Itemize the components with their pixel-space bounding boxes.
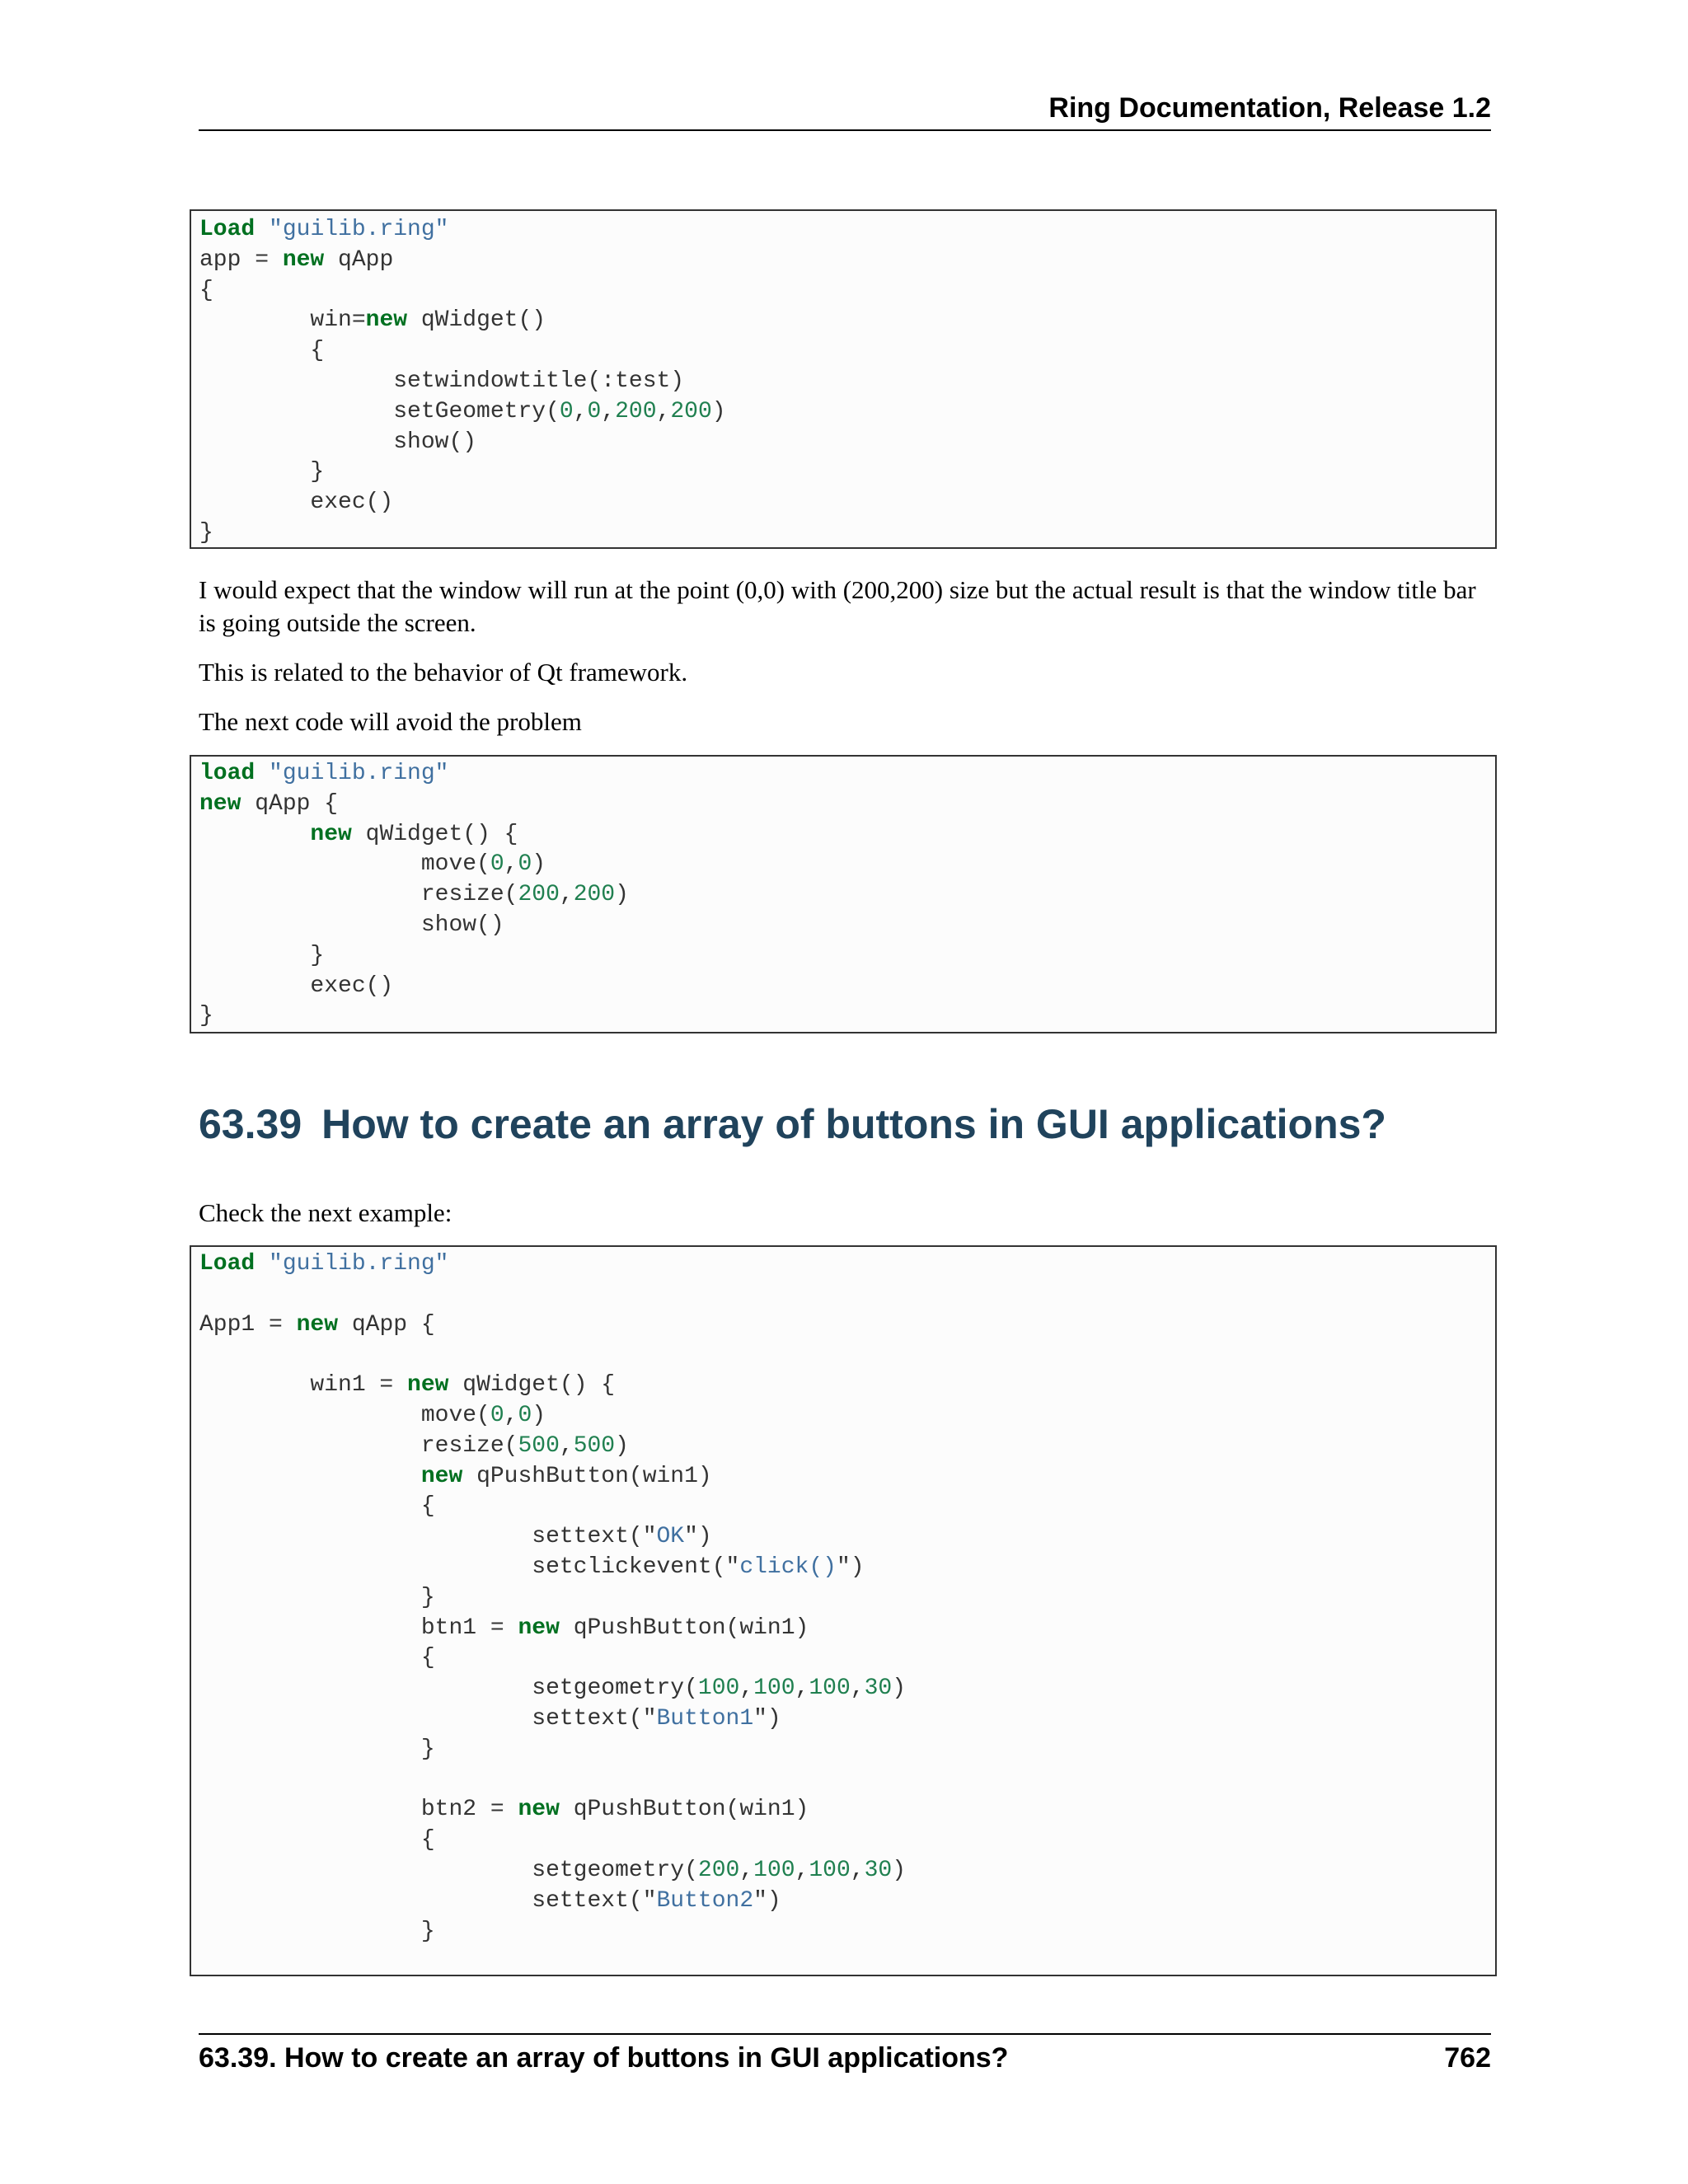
running-header-title: Ring Documentation, Release 1.2 [1048, 92, 1491, 124]
code-text: } [199, 1584, 435, 1610]
code-line [199, 1886, 1495, 1917]
code-line [199, 1735, 1495, 1765]
code-text: exec() [199, 972, 394, 999]
code-line [199, 1704, 1495, 1735]
code-text: move( [199, 1402, 490, 1428]
paragraph-expectation: I would expect that the window will run at the point (0,0) with (200,200) size but the actual result is that the window title bar is going outside the screen. [199, 575, 1476, 637]
code-text: } [199, 1918, 435, 1944]
code-text: , [739, 1675, 754, 1702]
code-number: 200 [697, 1857, 740, 1883]
code-keyword: new [199, 790, 241, 817]
code-text: } [199, 942, 325, 968]
code-text: , [850, 1857, 865, 1883]
code-string: OK [656, 1524, 685, 1550]
code-string: "guilib.ring" [269, 1251, 449, 1277]
code-string: "guilib.ring" [269, 217, 449, 242]
code-line [199, 1765, 1495, 1796]
code-text: btn1 = [199, 1615, 518, 1641]
code-block-2 [190, 755, 1497, 1033]
code-text: move( [199, 851, 490, 878]
code-text: ) [532, 851, 546, 878]
code-text: ) [615, 1432, 629, 1459]
code-text: { [199, 1493, 435, 1520]
footer-rule [199, 2033, 1491, 2035]
code-line [199, 941, 1495, 972]
code-line [199, 1583, 1495, 1614]
code-number: 200 [670, 398, 712, 424]
code-line [199, 1371, 1495, 1401]
code-text: setGeometry( [199, 398, 560, 424]
section-heading [199, 1100, 1386, 1148]
code-number: 100 [697, 1675, 740, 1702]
code-line [199, 1856, 1495, 1886]
code-listing-2 [199, 759, 1495, 1032]
code-line [199, 911, 1495, 941]
code-text: ") [753, 1705, 781, 1732]
code-text: settext(" [199, 1705, 657, 1732]
code-text: { [199, 1827, 435, 1854]
page-number: 762 [1444, 2042, 1491, 2074]
code-keyword: Load [199, 1251, 256, 1277]
code-number: 200 [573, 882, 616, 908]
code-text: qWidget() { [448, 1372, 616, 1399]
code-text: , [559, 1432, 574, 1459]
code-text: , [573, 398, 588, 424]
code-line [199, 1795, 1495, 1825]
code-line [199, 880, 1495, 911]
code-text: btn2 = [199, 1797, 518, 1823]
code-keyword: load [199, 761, 256, 786]
code-line [199, 759, 1495, 790]
code-line [199, 276, 1495, 307]
code-line [199, 850, 1495, 880]
code-line [199, 428, 1495, 458]
code-line [199, 1462, 1495, 1493]
code-line [199, 457, 1495, 488]
code-line [199, 397, 1495, 428]
code-line [199, 1917, 1495, 1947]
code-text: ) [615, 882, 629, 908]
code-text: win= [199, 307, 366, 334]
code-text: App1 = [199, 1311, 297, 1338]
code-number: 100 [809, 1857, 851, 1883]
code-text: show() [199, 912, 504, 938]
code-keyword: new [518, 1615, 560, 1641]
code-line [199, 1643, 1495, 1674]
code-line [199, 1492, 1495, 1522]
code-line [199, 1340, 1495, 1371]
code-text: , [656, 398, 671, 424]
code-number: 30 [864, 1675, 893, 1702]
code-line [199, 1001, 1495, 1032]
code-line [199, 215, 1495, 246]
code-text [199, 1464, 421, 1489]
code-text: qApp [324, 246, 394, 273]
code-text: settext(" [199, 1887, 657, 1914]
code-line [199, 1401, 1495, 1432]
code-text: resize( [199, 882, 518, 908]
code-keyword: new [518, 1797, 560, 1823]
code-keyword: new [365, 307, 408, 334]
code-keyword: new [282, 246, 325, 273]
code-line [199, 336, 1495, 367]
footer-section-label: 63.39. How to create an array of buttons in GUI applications? [199, 2042, 1009, 2074]
code-text: qApp { [338, 1311, 435, 1338]
code-text: , [504, 1402, 518, 1428]
code-number: 0 [490, 1402, 504, 1428]
code-text: setgeometry( [199, 1675, 698, 1702]
code-number: 0 [490, 851, 504, 878]
code-text: ) [892, 1857, 907, 1883]
code-text: resize( [199, 1432, 518, 1459]
code-line [199, 1310, 1495, 1341]
code-text: , [795, 1675, 809, 1702]
code-number: 200 [615, 398, 657, 424]
paragraph-check-example: Check the next example: [199, 1198, 452, 1227]
code-text: ) [892, 1675, 907, 1702]
code-line [199, 1522, 1495, 1553]
code-number: 500 [518, 1432, 560, 1459]
code-line [199, 1553, 1495, 1583]
code-text: , [504, 851, 518, 878]
code-text: setclickevent(" [199, 1554, 740, 1580]
code-text [199, 822, 310, 847]
code-text: , [601, 398, 616, 424]
code-text: qWidget() { [351, 821, 518, 847]
code-text: ) [532, 1402, 546, 1428]
code-text: exec() [199, 490, 394, 516]
code-keyword: new [310, 821, 352, 847]
code-text: qPushButton(win1) [559, 1615, 809, 1641]
code-text: show() [199, 429, 477, 455]
code-text: , [795, 1857, 809, 1883]
code-line [199, 1674, 1495, 1704]
code-text: settext(" [199, 1524, 657, 1550]
code-number: 100 [809, 1675, 851, 1702]
code-listing-3 [199, 1249, 1495, 1947]
code-keyword: new [407, 1372, 449, 1399]
code-number: 200 [518, 882, 560, 908]
code-text: { [199, 277, 213, 303]
code-text: qPushButton(win1) [559, 1797, 809, 1823]
code-keyword: Load [199, 217, 256, 242]
code-line [199, 1825, 1495, 1856]
code-string: "guilib.ring" [269, 761, 449, 786]
code-text: , [739, 1857, 754, 1883]
code-line [199, 1614, 1495, 1644]
code-number: 100 [753, 1857, 795, 1883]
code-text: } [199, 1003, 213, 1029]
code-number: 0 [559, 398, 574, 424]
code-keyword: new [296, 1311, 339, 1338]
code-text: qWidget() [407, 307, 546, 334]
code-number: 0 [518, 851, 532, 878]
code-line [199, 306, 1495, 336]
code-block-1 [190, 209, 1497, 549]
section-number: 63.39 [199, 1101, 302, 1147]
code-text: ") [684, 1524, 712, 1550]
code-line [199, 246, 1495, 276]
code-text: } [199, 1736, 435, 1762]
code-line [199, 1432, 1495, 1462]
code-line [199, 518, 1495, 549]
code-text: ") [836, 1554, 865, 1580]
code-block-3 [190, 1245, 1497, 1976]
code-listing-1 [199, 215, 1495, 549]
code-string: Button2 [656, 1887, 754, 1914]
section-title-text: How to create an array of buttons in GUI applications? [321, 1101, 1386, 1147]
code-line [199, 790, 1495, 820]
code-text: ") [753, 1887, 781, 1914]
code-keyword: new [420, 1463, 463, 1489]
code-string: Button1 [656, 1705, 754, 1732]
code-text: , [559, 882, 574, 908]
code-text: setwindowtitle(:test) [199, 368, 685, 394]
code-number: 500 [573, 1432, 616, 1459]
code-text: setgeometry( [199, 1857, 698, 1883]
code-line [199, 820, 1495, 851]
header-rule [199, 129, 1491, 131]
code-line [199, 972, 1495, 1002]
code-text: win1 = [199, 1372, 408, 1399]
paragraph-next-code: The next code will avoid the problem [199, 707, 582, 736]
code-line [199, 1280, 1495, 1310]
code-text: { [199, 338, 325, 364]
code-text: { [199, 1645, 435, 1671]
code-text: app = [199, 246, 283, 273]
code-text: qPushButton(win1) [462, 1463, 712, 1489]
code-text [255, 761, 269, 786]
code-text [255, 1251, 269, 1277]
code-line [199, 367, 1495, 397]
code-text: } [199, 459, 325, 485]
code-text: } [199, 519, 213, 546]
code-text: , [850, 1675, 865, 1702]
code-text: ) [711, 398, 726, 424]
code-line [199, 488, 1495, 518]
code-number: 0 [518, 1402, 532, 1428]
code-string: click() [739, 1554, 837, 1580]
code-text: qApp { [241, 790, 339, 817]
code-text [255, 217, 269, 242]
code-number: 0 [587, 398, 602, 424]
code-number: 100 [753, 1675, 795, 1702]
code-number: 30 [864, 1857, 893, 1883]
paragraph-qt-behavior: This is related to the behavior of Qt framework. [199, 658, 688, 687]
code-line [199, 1249, 1495, 1280]
